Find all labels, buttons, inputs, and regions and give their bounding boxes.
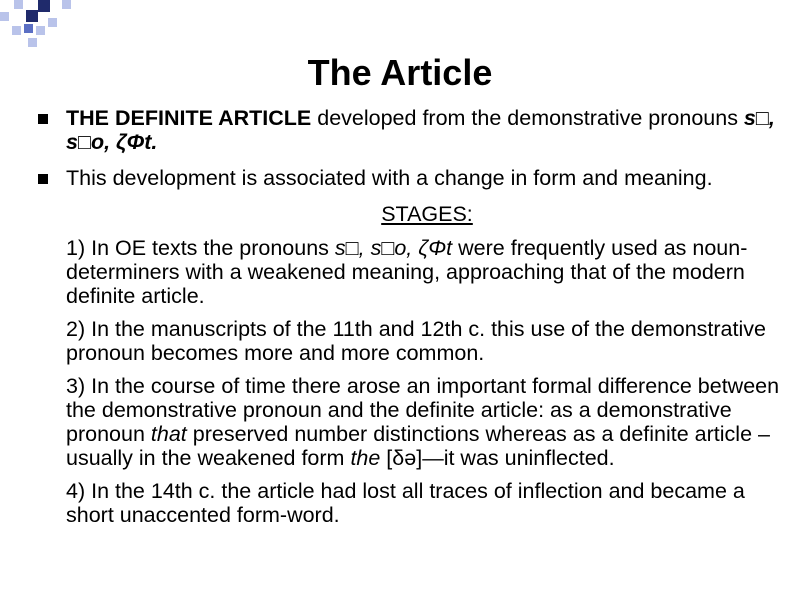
- stage-text: 3) In the course of time there arose an important formal difference between the demonstrative pronoun and the definite article: as a demonstrative pronoun: [66, 374, 780, 446]
- bullet-text: This development is associated with a change in form and meaning.: [66, 166, 713, 190]
- bullet-text: [66, 106, 788, 154]
- word-the: the: [350, 446, 381, 470]
- stages-heading: STAGES:: [381, 202, 473, 226]
- stage-item: 2) In the manuscripts of the 11th and 12th c. this use of the demonstrative pronoun becomes more and more common.: [66, 317, 766, 365]
- bullet-lead: THE DEFINITE ARTICLE: [66, 106, 312, 130]
- slide-content: [38, 106, 788, 536]
- bullet-body: developed from the demonstrative pronouns: [311, 106, 744, 130]
- ipa-transcription: [δə]: [380, 446, 423, 470]
- word-that: that: [150, 422, 187, 446]
- stage-item: 4) In the 14th c. the article had lost all traces of inflection and became a short unaccented form-word.: [66, 479, 745, 527]
- slide-title: The Article: [307, 52, 493, 93]
- pronoun-forms: s□, s□o, ζΦt.: [66, 106, 775, 154]
- stage-text: —it was uninflected.: [422, 446, 615, 470]
- stage-text: were frequently used as noun-determiners with a weakened meaning, approaching that of the modern definite article.: [66, 236, 748, 308]
- pronoun-forms: s□, s□o, ζΦt: [334, 236, 453, 260]
- bullet-square-icon: [38, 114, 48, 124]
- stage-item: [66, 374, 788, 470]
- stage-text: 1) In OE texts the pronouns: [66, 236, 335, 260]
- bullet-square-icon: [38, 174, 48, 184]
- bullet-item: [38, 166, 788, 190]
- stage-text: preserved number distinctions whereas as a definite article – usually in the weakened form: [66, 422, 770, 470]
- bullet-item: [38, 106, 788, 154]
- stage-item: [66, 236, 788, 308]
